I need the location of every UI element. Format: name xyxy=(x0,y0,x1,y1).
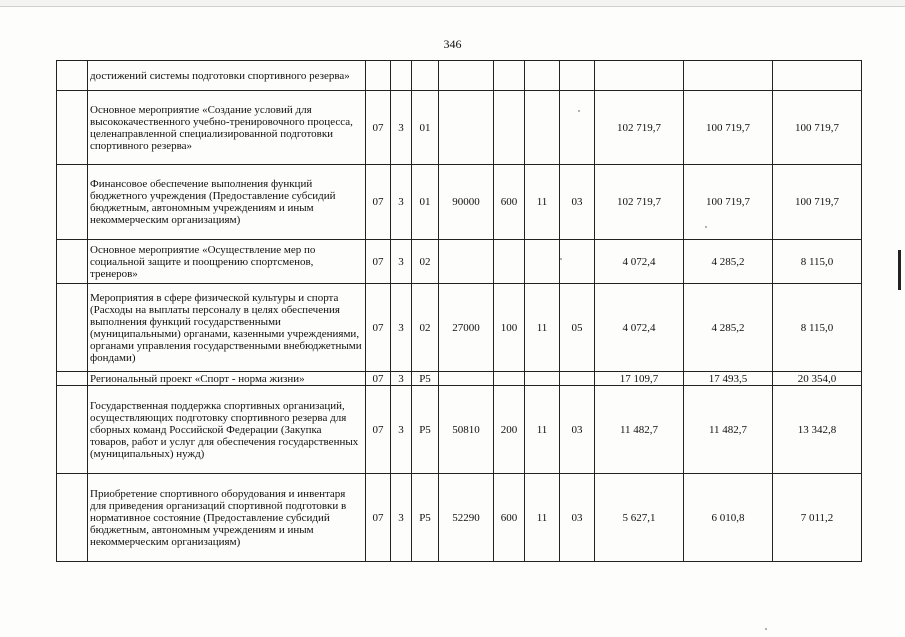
cell-v xyxy=(494,61,525,91)
cell-p: 3 xyxy=(391,474,412,562)
page-top-edge xyxy=(0,0,905,7)
cell-o: 01 xyxy=(412,91,439,165)
cell-b: 17 493,5 xyxy=(684,372,773,386)
cell-name: достижений системы подготовки спортивного резерва» xyxy=(88,61,366,91)
cell-p: 3 xyxy=(391,91,412,165)
cell-name: Приобретение спортивного оборудования и инвентаря для приведения организаций спортивной подготовки в нормативное состояние (Предоставление субсидий бюджетным, автономным учреждениям и иным некоммерческим организациям) xyxy=(88,474,366,562)
cell-k2: 03 xyxy=(560,386,595,474)
row-number-cell xyxy=(57,91,88,165)
cell-b: 6 010,8 xyxy=(684,474,773,562)
budget-table xyxy=(56,60,862,562)
cell-name: Мероприятия в сфере физической культуры и спорта (Расходы на выплаты персоналу в целях обеспечения выполнения функций государственными (муниципальными) органами, казенными учреждениями, органами управления государственными внебюджетными фондами) xyxy=(88,284,366,372)
cell-v: 600 xyxy=(494,474,525,562)
page-number: 346 xyxy=(443,37,462,51)
table-row xyxy=(57,165,862,240)
cell-c: 8 115,0 xyxy=(773,240,862,284)
table-row xyxy=(57,372,862,386)
cell-d: 52290 xyxy=(439,474,494,562)
cell-k2 xyxy=(560,91,595,165)
cell-c: 7 011,2 xyxy=(773,474,862,562)
cell-k1 xyxy=(525,372,560,386)
cell-b: 100 719,7 xyxy=(684,91,773,165)
cell-name: Финансовое обеспечение выполнения функций бюджетного учреждения (Предоставление субсидий бюджетным, автономным учреждениям и иным некоммерческим организациям) xyxy=(88,165,366,240)
row-number-cell xyxy=(57,386,88,474)
cell-c: 20 354,0 xyxy=(773,372,862,386)
cell-p: 3 xyxy=(391,372,412,386)
cell-a: 102 719,7 xyxy=(595,91,684,165)
cell-k2: 05 xyxy=(560,284,595,372)
cell-p xyxy=(391,61,412,91)
cell-b: 4 285,2 xyxy=(684,240,773,284)
table-row xyxy=(57,91,862,165)
cell-b: 100 719,7 xyxy=(684,165,773,240)
table-row xyxy=(57,61,862,91)
cell-k1: 11 xyxy=(525,165,560,240)
cell-k2: 03 xyxy=(560,165,595,240)
cell-name: Основное мероприятие «Создание условий для высококачественного учебно-тренировочного процесса, целенаправленной специализированной подготовки спортивного резерва» xyxy=(88,91,366,165)
cell-d xyxy=(439,372,494,386)
cell-c: 100 719,7 xyxy=(773,91,862,165)
cell-a: 4 072,4 xyxy=(595,240,684,284)
cell-k2 xyxy=(560,372,595,386)
cell-d xyxy=(439,91,494,165)
cell-d: 50810 xyxy=(439,386,494,474)
row-number-cell xyxy=(57,240,88,284)
cell-o: Р5 xyxy=(412,386,439,474)
cell-s: 07 xyxy=(366,91,391,165)
cell-k2: 03 xyxy=(560,474,595,562)
cell-o: Р5 xyxy=(412,474,439,562)
cell-o: 02 xyxy=(412,240,439,284)
cell-s: 07 xyxy=(366,386,391,474)
cell-c xyxy=(773,61,862,91)
cell-v xyxy=(494,240,525,284)
cell-v: 100 xyxy=(494,284,525,372)
cell-b: 11 482,7 xyxy=(684,386,773,474)
cell-s: 07 xyxy=(366,240,391,284)
margin-mark xyxy=(898,250,901,290)
cell-s xyxy=(366,61,391,91)
cell-s: 07 xyxy=(366,284,391,372)
cell-p: 3 xyxy=(391,165,412,240)
row-number-cell xyxy=(57,474,88,562)
cell-p: 3 xyxy=(391,284,412,372)
table-row xyxy=(57,240,862,284)
table-row xyxy=(57,474,862,562)
cell-o xyxy=(412,61,439,91)
cell-s: 07 xyxy=(366,474,391,562)
cell-k1 xyxy=(525,61,560,91)
cell-c: 13 342,8 xyxy=(773,386,862,474)
scan-dot xyxy=(765,628,767,630)
cell-name: Региональный проект «Спорт - норма жизни» xyxy=(88,372,366,386)
cell-a: 4 072,4 xyxy=(595,284,684,372)
cell-b: 4 285,2 xyxy=(684,284,773,372)
cell-k2 xyxy=(560,240,595,284)
cell-d: 27000 xyxy=(439,284,494,372)
cell-s: 07 xyxy=(366,165,391,240)
cell-k1 xyxy=(525,91,560,165)
cell-c: 8 115,0 xyxy=(773,284,862,372)
cell-s: 07 xyxy=(366,372,391,386)
row-number-cell xyxy=(57,165,88,240)
cell-d xyxy=(439,240,494,284)
cell-o: 01 xyxy=(412,165,439,240)
cell-name: Основное мероприятие «Осуществление мер по социальной защите и поощрению спортсменов, тренеров» xyxy=(88,240,366,284)
cell-d: 90000 xyxy=(439,165,494,240)
row-number-cell xyxy=(57,61,88,91)
cell-a: 102 719,7 xyxy=(595,165,684,240)
cell-v: 200 xyxy=(494,386,525,474)
cell-p: 3 xyxy=(391,240,412,284)
cell-p: 3 xyxy=(391,386,412,474)
cell-k1: 11 xyxy=(525,284,560,372)
cell-d xyxy=(439,61,494,91)
cell-a: 5 627,1 xyxy=(595,474,684,562)
table-row xyxy=(57,284,862,372)
cell-k1: 11 xyxy=(525,386,560,474)
cell-c: 100 719,7 xyxy=(773,165,862,240)
cell-v xyxy=(494,372,525,386)
row-number-cell xyxy=(57,372,88,386)
cell-b xyxy=(684,61,773,91)
cell-a xyxy=(595,61,684,91)
cell-k2 xyxy=(560,61,595,91)
row-number-cell xyxy=(57,284,88,372)
cell-a: 11 482,7 xyxy=(595,386,684,474)
table-row xyxy=(57,386,862,474)
cell-v: 600 xyxy=(494,165,525,240)
cell-v xyxy=(494,91,525,165)
cell-k1 xyxy=(525,240,560,284)
cell-name: Государственная поддержка спортивных организаций, осуществляющих подготовку спортивного резерва для сборных команд Российской Федерации (Закупка товаров, работ и услуг для обеспечения государственных (муниципальных) нужд) xyxy=(88,386,366,474)
cell-o: Р5 xyxy=(412,372,439,386)
cell-a: 17 109,7 xyxy=(595,372,684,386)
cell-k1: 11 xyxy=(525,474,560,562)
cell-o: 02 xyxy=(412,284,439,372)
